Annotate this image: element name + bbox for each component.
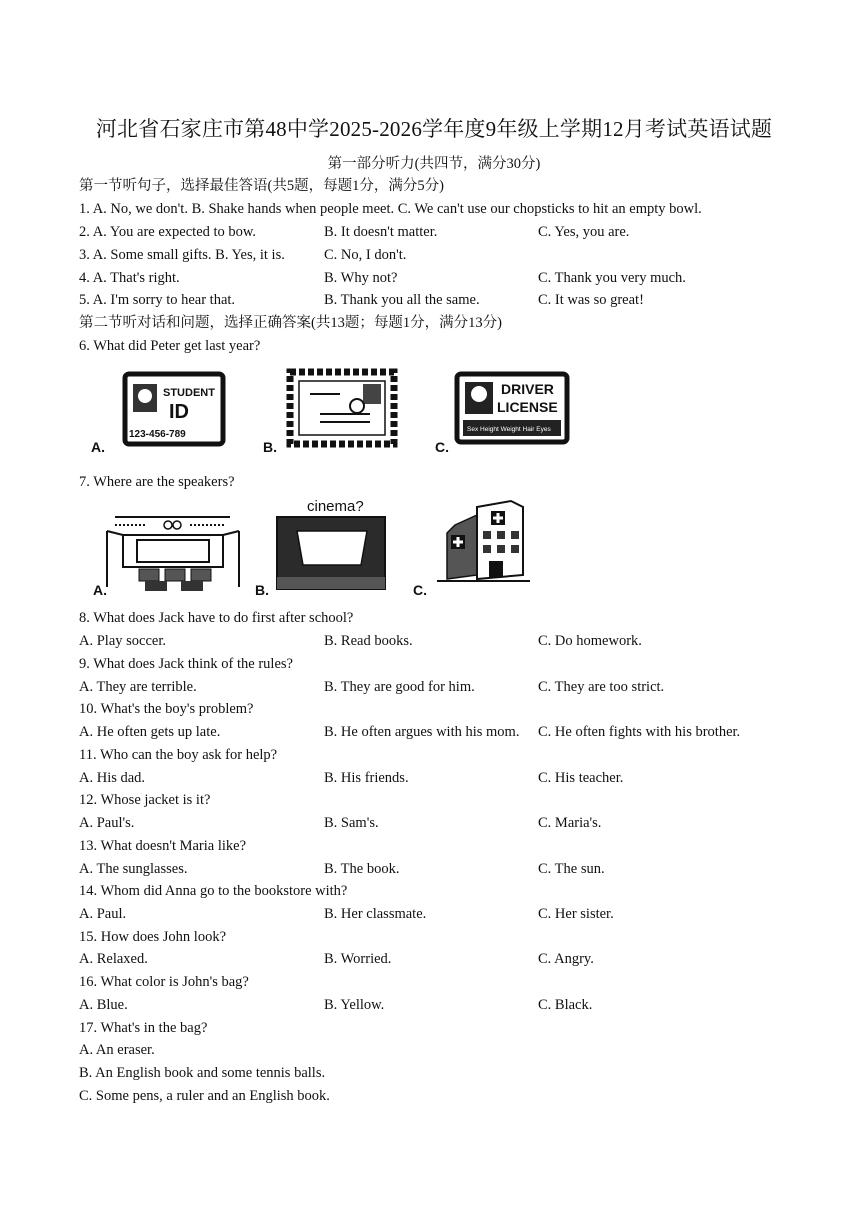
question-4-option-a: 4. A. That's right. (79, 270, 180, 286)
question-14-option-c: C. Her sister. (538, 906, 614, 922)
question-6: 6. What did Peter get last year? (79, 338, 261, 354)
id-card-number: 123-456-789 (129, 429, 186, 440)
question-12-option-a: A. Paul's. (79, 815, 135, 831)
question-11-option-b: B. His friends. (324, 770, 409, 786)
question-9-option-a: A. They are terrible. (79, 679, 197, 695)
question-14-option-b: B. Her classmate. (324, 906, 427, 922)
question-11-option-c: C. His teacher. (538, 770, 624, 786)
question-15-option-c: C. Angry. (538, 951, 594, 967)
question-7-label-b: B. (255, 582, 269, 598)
question-15: 15. How does John look? (79, 929, 227, 945)
question-6-label-c: C. (435, 439, 449, 455)
question-17: 17. What's in the bag? (79, 1020, 208, 1036)
question-17-option-b: B. An English book and some tennis balls. (79, 1065, 326, 1081)
question-8-option-c: C. Do homework. (538, 633, 642, 649)
question-17-option-c: C. Some pens, a ruler and an English book. (79, 1088, 330, 1104)
question-4-option-c: C. Thank you very much. (538, 270, 686, 286)
question-14: 14. Whom did Anna go to the bookstore with? (79, 883, 348, 899)
license-fields: Sex Height Weight Hair Eyes (467, 426, 551, 433)
question-7-label-c: C. (413, 582, 427, 598)
question-16: 16. What color is John's bag? (79, 974, 249, 990)
question-10-option-a: A. He often gets up late. (79, 724, 221, 740)
cinema-image (277, 498, 385, 589)
id-card-top-text: STUDENT (163, 387, 215, 399)
cinema-caption: cinema? (307, 498, 364, 515)
question-10-option-b: B. He often argues with his mom. (324, 724, 520, 740)
question-11: 11. Who can the boy ask for help? (79, 747, 278, 763)
question-3-option-c: C. No, I don't. (324, 247, 407, 263)
question-17-option-a: A. An eraser. (79, 1042, 155, 1058)
question-7: 7. Where are the speakers? (79, 474, 235, 490)
question-16-option-c: C. Black. (538, 997, 593, 1013)
question-10: 10. What's the boy's problem? (79, 701, 254, 717)
question-7-label-a: A. (93, 582, 107, 598)
id-card-big-text: ID (169, 401, 189, 423)
question-9-option-b: B. They are good for him. (324, 679, 475, 695)
question-9-option-c: C. They are too strict. (538, 679, 665, 695)
question-1: 1. A. No, we don't. B. Shake hands when people meet. C. We can't use our chopsticks to hit an empty bowl. (79, 201, 702, 217)
question-14-option-a: A. Paul. (79, 906, 127, 922)
question-6-pictures (85, 362, 585, 462)
question-12-option-c: C. Maria's. (538, 815, 602, 831)
question-15-option-a: A. Relaxed. (79, 951, 148, 967)
question-15-option-b: B. Worried. (324, 951, 392, 967)
question-10-option-c: C. He often fights with his brother. (538, 724, 741, 740)
question-5-option-a: 5. A. I'm sorry to hear that. (79, 292, 236, 308)
envelope-image (290, 372, 394, 444)
part-subtitle: 第一部分听力(共四节，满分30分) (327, 156, 541, 172)
question-16-option-b: B. Yellow. (324, 997, 385, 1013)
question-13-option-a: A. The sunglasses. (79, 861, 188, 877)
question-5-option-c: C. It was so great! (538, 292, 644, 308)
question-8-option-a: A. Play soccer. (79, 633, 166, 649)
question-13-option-b: B. The book. (324, 861, 400, 877)
question-16-option-a: A. Blue. (79, 997, 128, 1013)
question-6-label-b: B. (263, 439, 277, 455)
question-5-option-b: B. Thank you all the same. (324, 292, 480, 308)
question-13-option-c: C. The sun. (538, 861, 605, 877)
question-9: 9. What does Jack think of the rules? (79, 656, 293, 672)
exam-title: 河北省石家庄市第48中学2025-2026学年度9年级上学期12月考试英语试题 (95, 117, 773, 141)
question-8: 8. What does Jack have to do first after school? (79, 610, 354, 626)
question-12: 12. Whose jacket is it? (79, 792, 211, 808)
hospital-image (437, 501, 530, 581)
question-2-option-a: 2. A. You are expected to bow. (79, 224, 257, 240)
classroom-image (107, 517, 239, 591)
question-3-options-ab: 3. A. Some small gifts. B. Yes, it is. (79, 247, 285, 263)
license-line2: LICENSE (497, 399, 558, 415)
question-2-option-b: B. It doesn't matter. (324, 224, 438, 240)
question-7-pictures (85, 495, 545, 600)
question-6-label-a: A. (91, 439, 105, 455)
question-2-option-c: C. Yes, you are. (538, 224, 630, 240)
question-8-option-b: B. Read books. (324, 633, 413, 649)
section2-heading: 第二节听对话和问题，选择正确答案(共13题；每题1分，满分13分) (79, 315, 502, 331)
question-12-option-b: B. Sam's. (324, 815, 379, 831)
driver-license-image (457, 374, 567, 442)
question-4-option-b: B. Why not? (324, 270, 398, 286)
question-11-option-a: A. His dad. (79, 770, 146, 786)
question-13: 13. What doesn't Maria like? (79, 838, 247, 854)
student-id-card-image (125, 374, 223, 444)
license-line1: DRIVER (501, 381, 554, 397)
section1-heading: 第一节听句子，选择最佳答语(共5题，每题1分，满分5分) (79, 178, 444, 194)
